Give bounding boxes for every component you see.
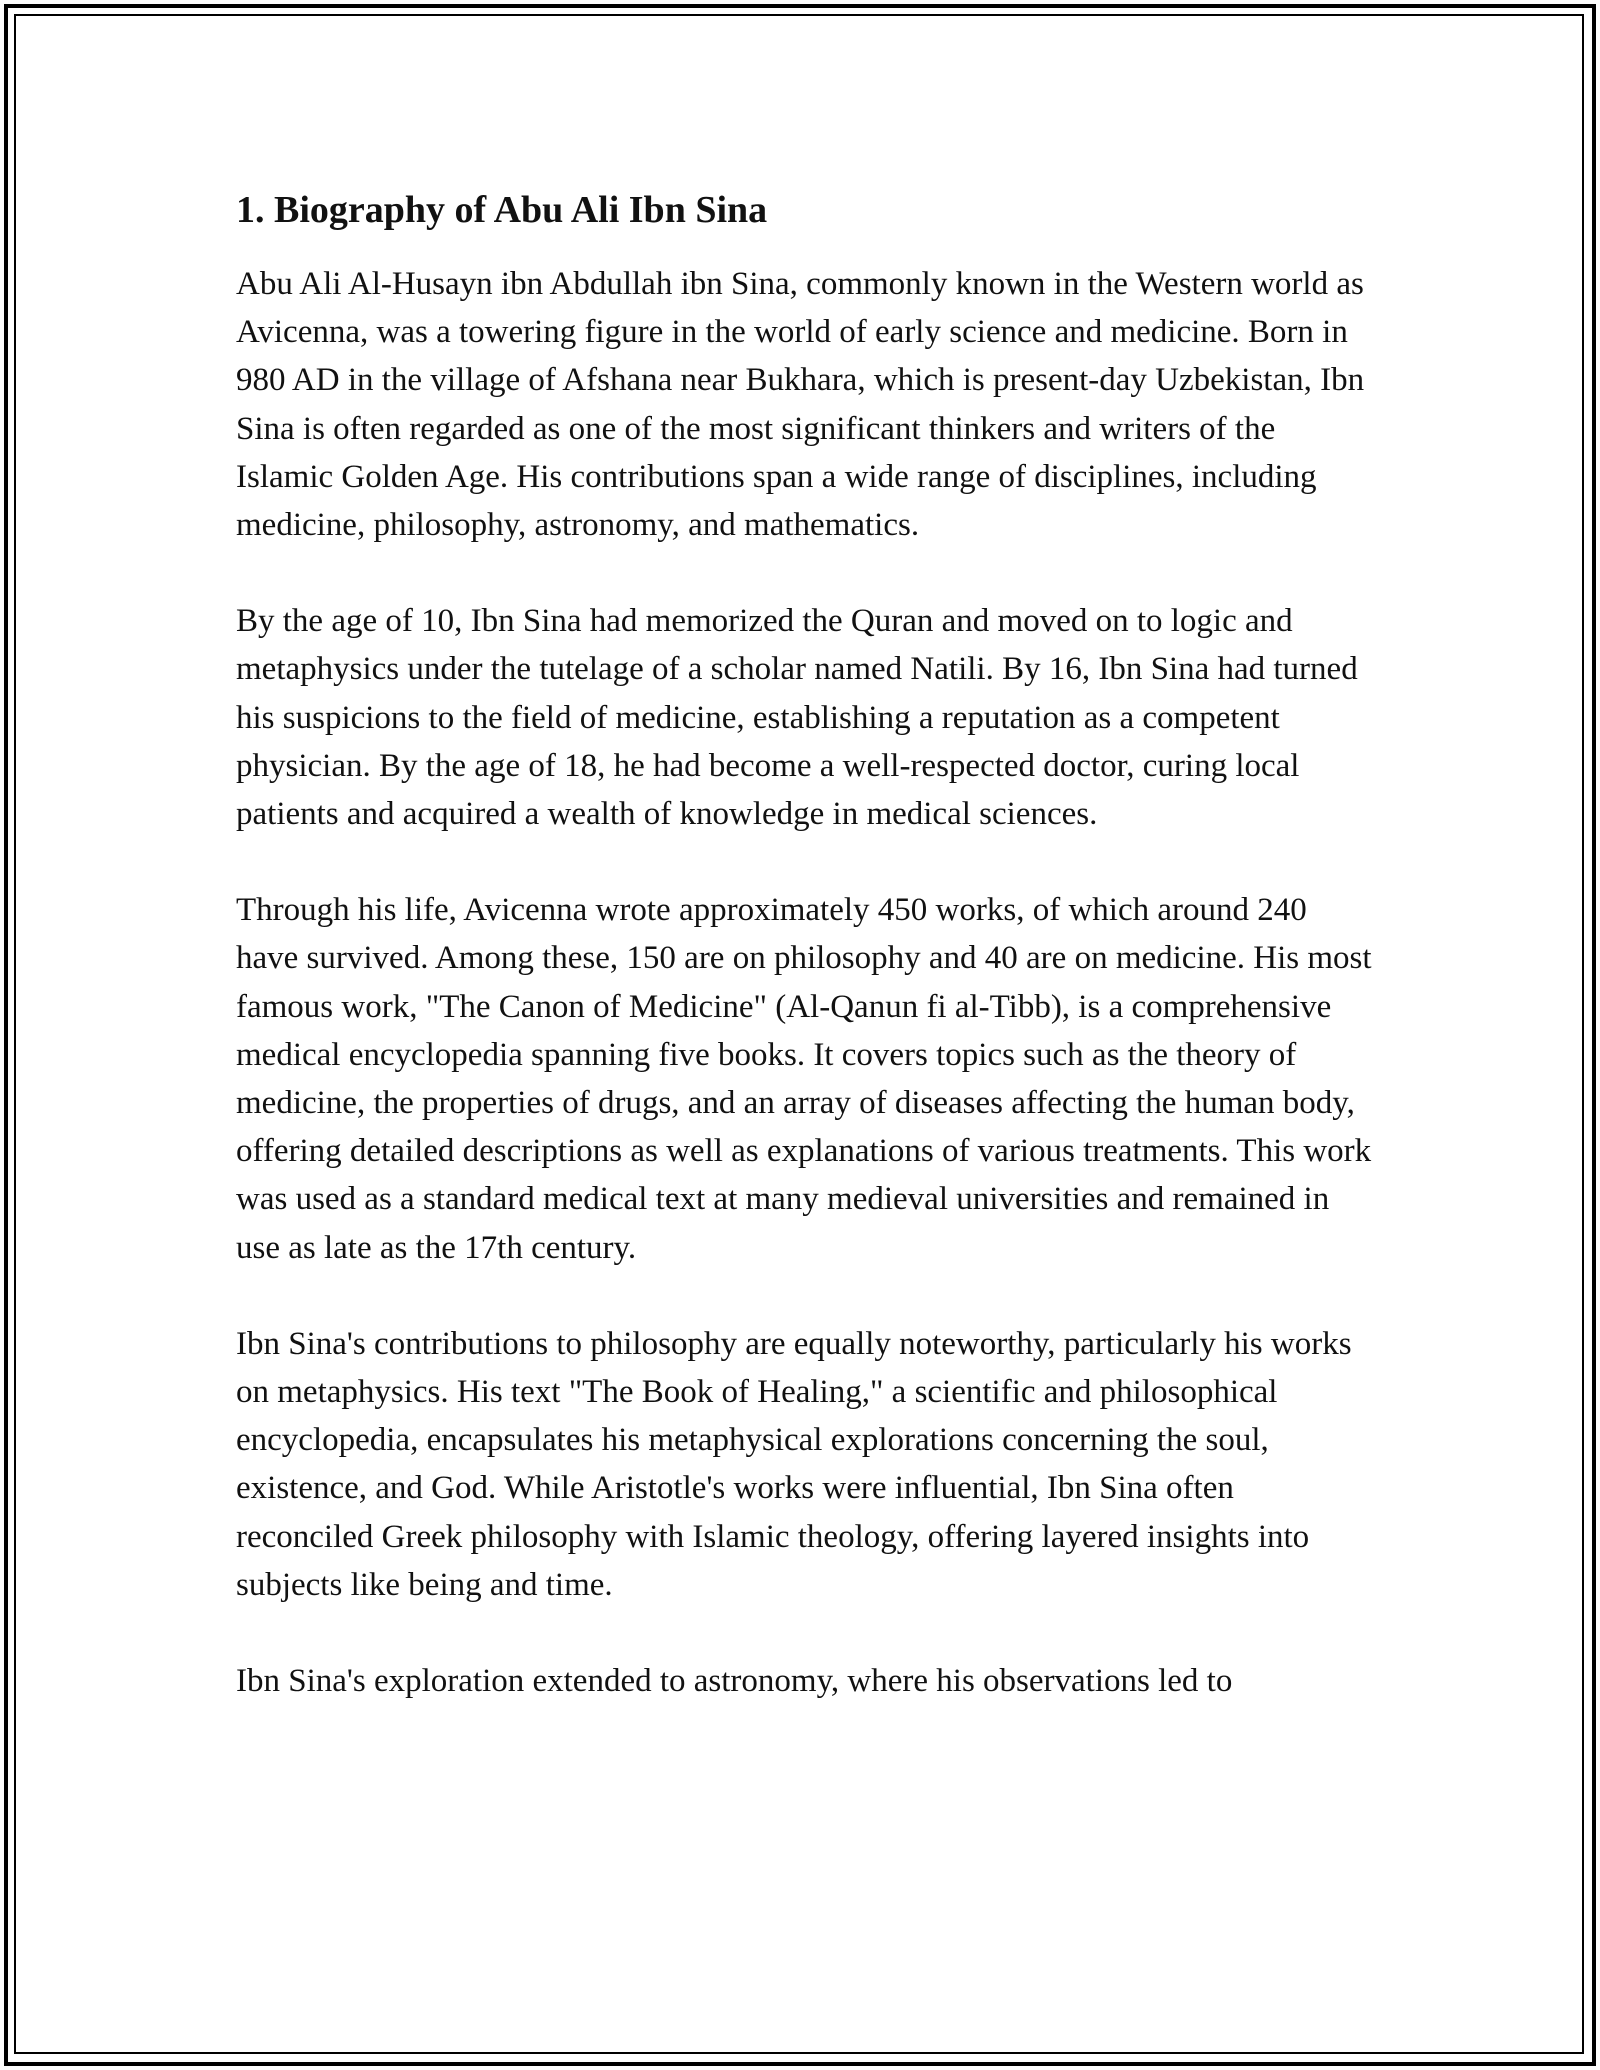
document-body <box>236 186 1376 1753</box>
paragraph-5: Ibn Sina's exploration extended to astronomy, where his observations led to <box>236 1663 1233 1700</box>
paragraph-2: By the age of 10, Ibn Sina had memorized the Quran and moved on to logic and metaphysics under the tutelage of a scholar named Natili. By 16, Ibn Sina had turned his suspicions to the field of medicine, establishing a reputation as a competent physician. By the age of 18, he had become a well-respected doctor, curing local patients and acquired a wealth of knowledge in medical sciences. <box>236 603 1358 833</box>
paragraph-1: Abu Ali Al-Husayn ibn Abdullah ibn Sina, commonly known in the Western world as Avicenna, was a towering figure in the world of early science and medicine. Born in 980 AD in the village of Afshana near Bukhara, which is present-day Uzbekistan, Ibn Sina is often regarded as one of the most significant thinkers and writers of the Islamic Golden Age. His contributions span a wide range of disciplines, including medicine, philosophy, astronomy, and mathematics. <box>236 266 1365 544</box>
paragraph-3: Through his life, Avicenna wrote approximately 450 works, of which around 240 have survived. Among these, 150 are on philosophy and 40 are on medicine. His most famous work, "The Canon of Medicine" (Al-Qanun fi al-Tibb), is a comprehensive medical encyclopedia spanning five books. It covers topics such as the theory of medicine, the properties of drugs, and an array of diseases affecting the human body, offering detailed descriptions as well as explanations of various treatments. This work was used as a standard medical text at many medieval universities and remained in use as late as the 17th century. <box>236 892 1372 1266</box>
section-heading: 1. Biography of Abu Ali Ibn Sina <box>236 189 768 231</box>
paragraph-4: Ibn Sina's contributions to philosophy are equally noteworthy, particularly his works on metaphysics. His text "The Book of Healing," a scientific and philosophical encyclopedia, encapsulates his metaphysical explorations concerning the soul, existence, and God. While Aristotle's works were influential, Ibn Sina often reconciled Greek philosophy with Islamic theology, offering layered insights into subjects like being and time. <box>236 1325 1352 1603</box>
